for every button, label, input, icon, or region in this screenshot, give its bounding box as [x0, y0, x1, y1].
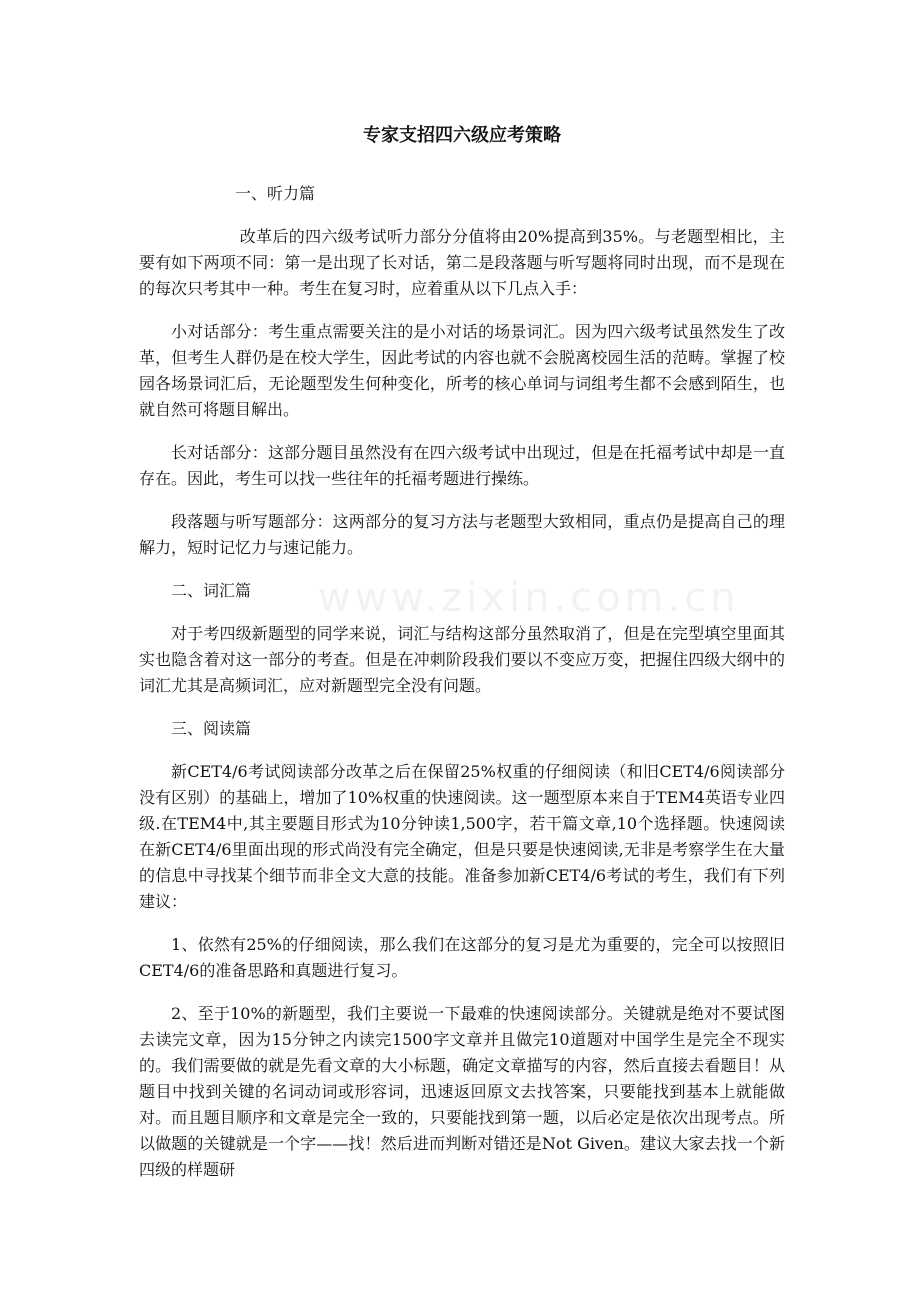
- document-title: 专家支招四六级应考策略: [363, 125, 561, 146]
- paragraph-listening-intro: 改革后的四六级考试听力部分分值将由20%提高到35%。与老题型相比，主要有如下两项不同：第一是出现了长对话，第二是段落题与听写题将同时出现，而不是现在的每次只考其中一种。考生在复习时，应着重从以下几点入手：: [139, 227, 785, 298]
- document-body: [139, 119, 785, 1200]
- paragraph-passage-dictation: 段落题与听写题部分：这两部分的复习方法与老题型大致相同，重点仍是提高自己的理解力，短时记忆力与速记能力。: [139, 512, 785, 557]
- paragraph-vocabulary: 对于考四级新题型的同学来说，词汇与结构这部分虽然取消了，但是在完型填空里面其实也隐含着对这一部分的考查。但是在冲刺阶段我们要以不变应万变，把握住四级大纲中的词汇尤其是高频词汇，应对新题型完全没有问题。: [139, 624, 785, 695]
- paragraph-reading-advice-1: 1、依然有25%的仔细阅读，那么我们在这部分的复习是尤为重要的，完全可以按照旧CET4/6的准备思路和真题进行复习。: [139, 935, 785, 980]
- section-heading-vocabulary: 二、词汇篇: [171, 581, 252, 600]
- section-heading-reading: 三、阅读篇: [171, 719, 252, 738]
- paragraph-short-dialogue: 小对话部分：考生重点需要关注的是小对话的场景词汇。因为四六级考试虽然发生了改革，但考生人群仍是在校大学生，因此考试的内容也就不会脱离校园生活的范畴。掌握了校园各场景词汇后，无论题型发生何种变化，所考的核心单词与词组考生都不会感到陌生，也就自然可将题目解出。: [139, 322, 785, 419]
- section-heading-listening: 一、听力篇: [235, 184, 316, 203]
- paragraph-reading-advice-2: 2、至于10%的新题型，我们主要说一下最难的快速阅读部分。关键就是绝对不要试图去读完文章，因为15分钟之内读完1500字文章并且做完10道题对中国学生是完全不现实的。我们需要做的就是先看文章的大小标题，确定文章描写的内容，然后直接去看题目！从题目中找到关键的名词动词或形容词，迅速返回原文去找答案，只要能找到基本上就能做对。而且题目顺序和文章是完全一致的，只要能找到第一题，以后必定是依次出现考点。所以做题的关键就是一个字——找！然后进而判断对错还是Not Given。建议大家去找一个新四级的样题研: [139, 1004, 785, 1179]
- watermark: www.zixin.com.cn: [318, 575, 740, 621]
- paragraph-long-dialogue: 长对话部分：这部分题目虽然没有在四六级考试中出现过，但是在托福考试中却是一直存在。因此，考生可以找一些往年的托福考题进行操练。: [139, 443, 785, 488]
- paragraph-reading-intro: 新CET4/6考试阅读部分改革之后在保留25%权重的仔细阅读（和旧CET4/6阅读部分没有区别）的基础上，增加了10%权重的快速阅读。这一题型原本来自于TEM4英语专业四级.在TEM4中,其主要题目形式为10分钟读1,500字，若干篇文章,10个选择题。快速阅读在新CET4/6里面出现的形式尚没有完全确定，但是只要是快速阅读,无非是考察学生在大量的信息中寻找某个细节而非全文大意的技能。准备参加新CET4/6考试的考生，我们有下列建议：: [139, 762, 785, 911]
